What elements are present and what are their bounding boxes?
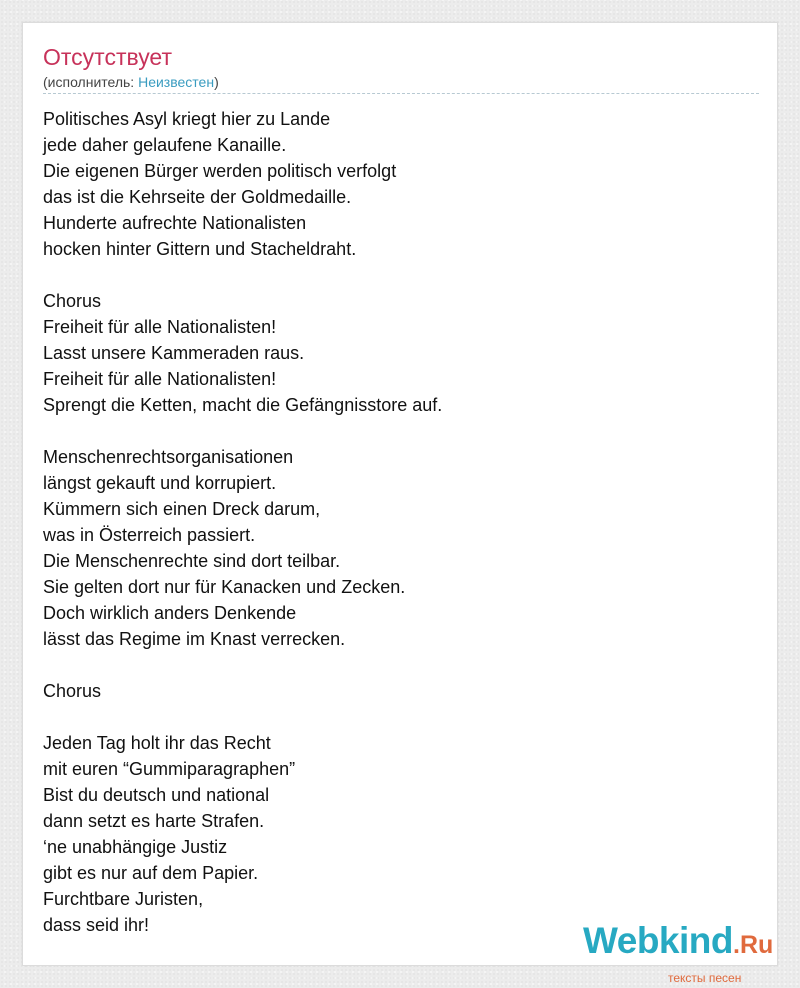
site-logo[interactable] — [583, 920, 783, 985]
lyric-line: lässt das Regime im Knast verrecken. — [43, 629, 346, 649]
logo-tld-text: .Ru — [733, 931, 774, 959]
logo-subtitle: тексты песен — [668, 971, 742, 985]
lyric-line: dann setzt es harte Strafen. — [43, 811, 265, 831]
artist-line — [43, 73, 759, 91]
lyrics-card — [22, 22, 778, 985]
lyric-line: Hunderte aufrechte Nationalisten — [43, 213, 307, 233]
artist-prefix: (исполнитель: — [43, 74, 139, 90]
artist-suffix: ) — [214, 74, 219, 90]
lyric-line: Doch wirklich anders Denkende — [43, 603, 297, 623]
lyric-line: Die Menschenrechte sind dort teilbar. — [43, 551, 341, 571]
lyric-line: Politisches Asyl kriegt hier zu Lande — [43, 109, 331, 129]
header-divider — [43, 93, 759, 94]
song-header — [43, 43, 759, 91]
lyric-line: Chorus — [43, 291, 102, 311]
lyric-line: was in Österreich passiert. — [43, 525, 256, 545]
lyric-line: Kümmern sich einen Dreck darum, — [43, 499, 321, 519]
lyric-line: Freiheit für alle Nationalisten! — [43, 317, 277, 337]
lyric-line: Jeden Tag holt ihr das Recht — [43, 733, 271, 753]
lyric-line: Lasst unsere Kammeraden raus. — [43, 343, 305, 363]
logo-wordmark — [583, 921, 773, 965]
lyric-line: gibt es nur auf dem Papier. — [43, 863, 259, 883]
lyric-line: Chorus — [43, 681, 102, 701]
lyric-line: Menschenrechtsorganisationen — [43, 447, 294, 467]
lyric-line: Freiheit für alle Nationalisten! — [43, 369, 277, 389]
lyric-line: hocken hinter Gittern und Stacheldraht. — [43, 239, 357, 259]
artist-link[interactable]: Неизвестен — [138, 74, 215, 90]
lyric-line: mit euren “Gummiparagraphen” — [43, 759, 296, 779]
lyric-line: Bist du deutsch und national — [43, 785, 270, 805]
lyric-line: Die eigenen Bürger werden politisch verfolgt — [43, 161, 397, 181]
lyric-line: Furchtbare Juristen, — [43, 889, 204, 909]
lyric-blank-line — [43, 418, 759, 444]
lyric-line: längst gekauft und korrupiert. — [43, 473, 277, 493]
lyrics-text — [43, 106, 759, 938]
song-title: Отсутствует — [43, 44, 172, 70]
lyric-line: jede daher gelaufene Kanaille. — [43, 135, 287, 155]
lyric-blank-line — [43, 704, 759, 730]
lyric-line: dass seid ihr! — [43, 915, 150, 935]
lyric-line: Sie gelten dort nur für Kanacken und Zecken. — [43, 577, 406, 597]
lyric-line: ‘ne unabhängige Justiz — [43, 837, 228, 857]
lyric-line: Sprengt die Ketten, macht die Gefängnisstore auf. — [43, 395, 443, 415]
lyric-blank-line — [43, 262, 759, 288]
logo-main-text: Webkind — [583, 920, 733, 961]
lyric-blank-line — [43, 652, 759, 678]
lyric-line: das ist die Kehrseite der Goldmedaille. — [43, 187, 352, 207]
